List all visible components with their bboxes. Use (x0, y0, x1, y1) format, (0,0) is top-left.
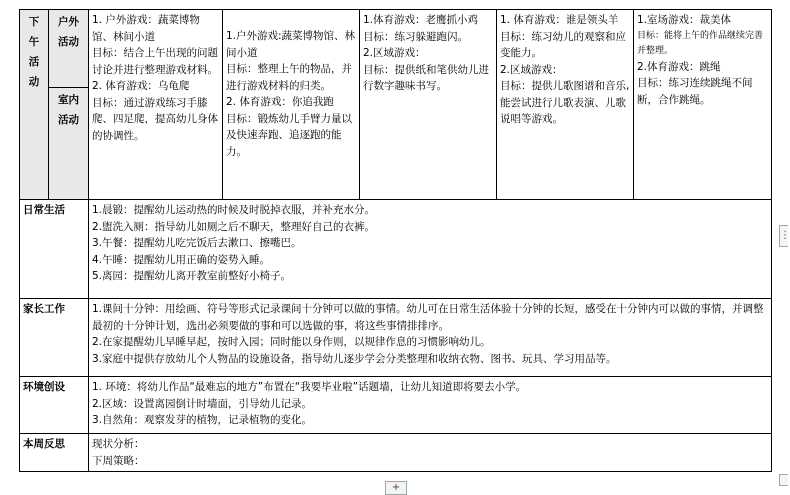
environment-item: 2.区域：设置离园倒计时墙面，引导幼儿记录。 (92, 397, 313, 410)
environment-item: 3.自然角：观察发芽的植物，记录植物的变化。 (92, 414, 313, 426)
reflection-content[interactable] (89, 434, 772, 472)
daily-item: 4.午睡：提醒幼儿用正确的姿势入睡。 (92, 253, 271, 266)
daily-life-content[interactable] (89, 200, 772, 299)
indoor-label: 室内活动 (49, 88, 89, 200)
afternoon-day-5[interactable]: 1.室场游戏：裁美体 目标：能将上午的作品继续完善并整理。 2.体育游戏：跳绳 目标：练习连续跳绳不间断，合作跳绳。 (634, 10, 772, 200)
afternoon-day-2[interactable]: 1.户外游戏:蔬菜博物馆、林间小道 目标：整理上午的物品，并进行游戏材料的归类。 2. 体育游戏：你追我跑 目标：锻炼幼儿手臂力量以及快速奔跑、追逐跑的能力。 (223, 10, 360, 200)
daily-item: 1.晨锻：提醒幼儿运动热的时候及时脱掉衣服，并补充水分。 (92, 204, 376, 216)
add-row-button[interactable]: + (385, 481, 407, 495)
parent-item: 3.家庭中提供存放幼儿个人物品的设施设备，指导幼儿逐步学会分类整理和收纳衣物、图书、玩具、学习用品等。 (92, 352, 617, 365)
environment-label: 环境创设 (20, 377, 89, 434)
afternoon-day-3[interactable]: 1.体育游戏：老鹰抓小鸡 目标：练习躲避跑闪。 2.区域游戏： 目标：提供纸和笔供幼儿进行数字趣味书写。 (360, 10, 497, 200)
column-resize-handle[interactable]: ⋮ (779, 225, 788, 247)
parent-item: 2.在家提醒幼儿早睡早起，按时入园；同时能以身作则，以规律作息的习惯影响幼儿。 (92, 336, 491, 348)
daily-item: 3.午餐：提醒幼儿吃完饭后去漱口、擦嘴巴。 (92, 237, 302, 249)
reflection-label: 本周反思 (20, 434, 89, 472)
weekly-plan-table (19, 9, 772, 472)
daily-item: 2.盥洗入厕：指导幼儿如厕之后不聊天，整理好自己的衣裤。 (92, 220, 376, 233)
afternoon-day-1[interactable]: 1. 户外游戏：蔬菜博物馆、林间小道 目标：结合上午出现的问题讨论并进行整理游戏材料。 2. 体育游戏：乌龟爬 目标：通过游戏练习手膝爬、四足爬，提高幼儿身体的协调性。 (89, 10, 223, 200)
daily-item: 5.离园：提醒幼儿离开教室前整好小椅子。 (92, 270, 292, 282)
table-resize-corner-handle[interactable] (779, 474, 788, 486)
reflection-item: 下周策略： (92, 454, 145, 467)
parent-work-label: 家长工作 (20, 299, 89, 377)
environment-item: 1. 环境：将幼儿作品“最难忘的地方”布置在“我要毕业啦”话题墙，让幼儿知道即将要去小学。 (92, 381, 527, 393)
daily-life-label: 日常生活 (20, 200, 89, 299)
parent-work-content[interactable] (89, 299, 772, 377)
afternoon-label: 下午活动 (20, 10, 49, 200)
outdoor-label: 户外活动 (49, 10, 89, 88)
parent-item: 1.课间十分钟：用绘画、符号等形式记录课间十分钟可以做的事情。幼儿可在日常生活体验十分钟的长短，感受在十分钟内可以做的事情，并调整最初的十分钟计划，选出必须要做的事和可以选做的事，将这些事情排排序。 (92, 303, 764, 332)
afternoon-day-4[interactable]: 1. 体育游戏：谁是领头羊 目标：练习幼儿的观察和应变能力。 2.区域游戏： 目标：提供儿歌图谱和音乐,能尝试进行儿歌表演、儿歌说唱等游戏。 (497, 10, 634, 200)
environment-content[interactable] (89, 377, 772, 434)
reflection-item: 现状分析： (92, 438, 145, 450)
